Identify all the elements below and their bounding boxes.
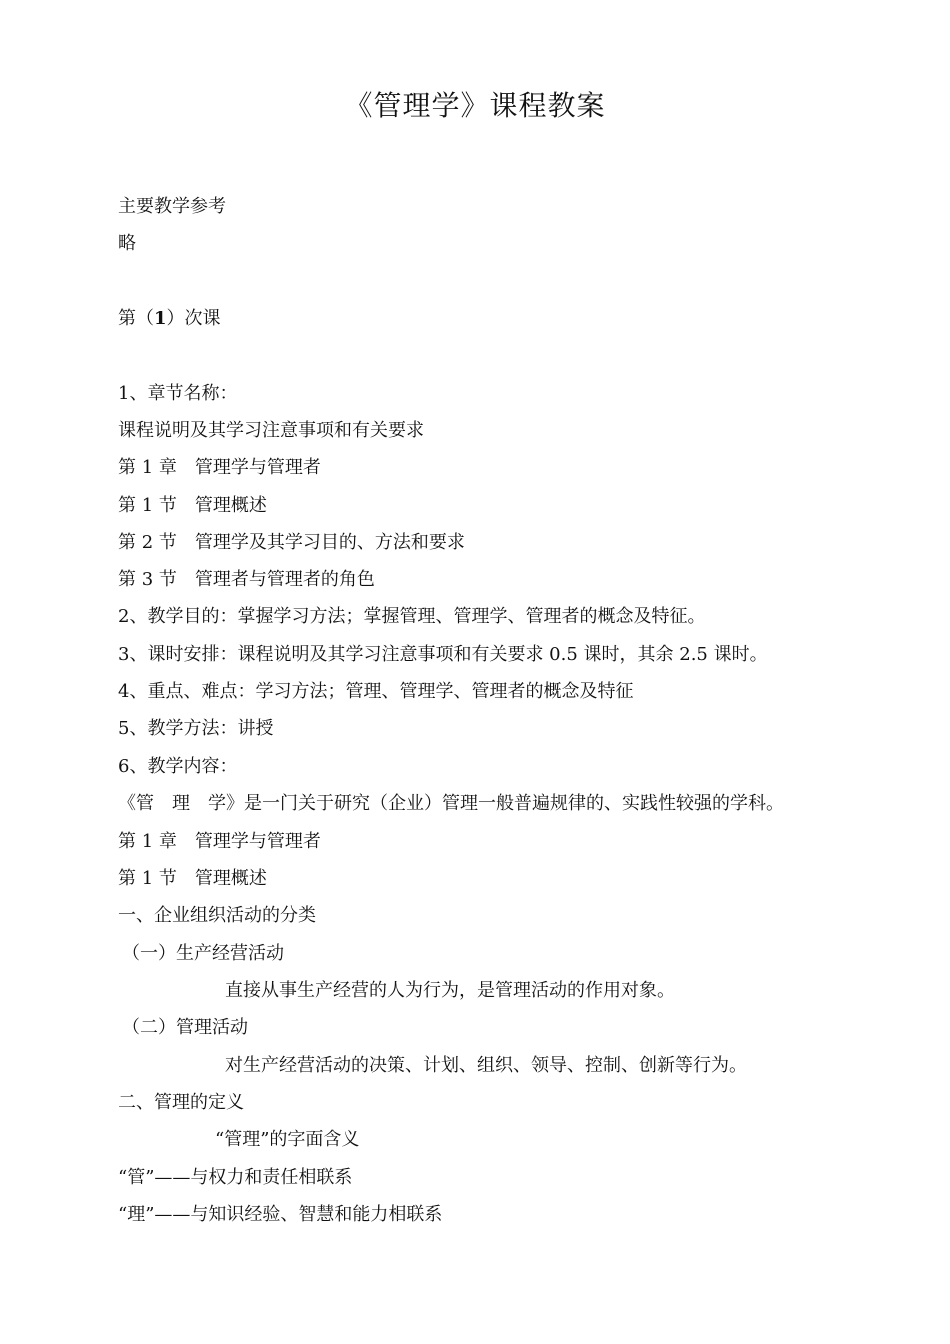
section-3-line: 第 3 节 管理者与管理者的角色	[118, 569, 375, 590]
guan-meaning-line: “管”——与权力和责任相联系	[118, 1167, 353, 1188]
chapter-1-line: 第 1 章 管理学与管理者	[118, 457, 321, 478]
key-points-line: 4、重点、难点：学习方法；管理、管理学、管理者的概念及特征	[118, 681, 634, 702]
li-meaning-line: “理”——与知识经验、智慧和能力相联系	[118, 1204, 443, 1225]
lesson-prefix: 第（	[118, 308, 154, 329]
section-1-line: 第 1 节 管理概述	[118, 495, 267, 516]
section-2-line: 第 2 节 管理学及其学习目的、方法和要求	[118, 532, 465, 553]
teaching-method-line: 5、教学方法：讲授	[118, 718, 274, 739]
schedule-line: 3、课时安排：课程说明及其学习注意事项和有关要求 0.5 课时，其余 2.5 课时。	[118, 644, 768, 665]
production-activity-description: 直接从事生产经营的人为行为，是管理活动的作用对象。	[225, 980, 675, 1001]
activity-classification-heading: 一、企业组织活动的分类	[118, 905, 316, 926]
document-title: 《管理学》课程教案	[344, 89, 606, 122]
management-activity-description: 对生产经营活动的决策、计划、组织、领导、控制、创新等行为。	[225, 1055, 747, 1076]
course-description-line: 《管 理 学》是一门关于研究（企业）管理一般普遍规律的、实践性较强的学科。	[118, 793, 784, 814]
lesson-number: 1	[154, 308, 167, 329]
management-activity-heading: （二）管理活动	[122, 1017, 248, 1038]
literal-meaning-line: “管理”的字面含义	[215, 1129, 360, 1150]
teaching-goal-line: 2、教学目的：掌握学习方法；掌握管理、管理学、管理者的概念及特征。	[118, 606, 706, 627]
course-intro-line: 课程说明及其学习注意事项和有关要求	[118, 420, 424, 441]
reference-heading: 主要教学参考	[118, 196, 226, 217]
teaching-content-label: 6、教学内容：	[118, 756, 238, 777]
lesson-number-line	[118, 306, 221, 332]
reference-value: 略	[118, 233, 136, 254]
management-definition-heading: 二、管理的定义	[118, 1092, 244, 1113]
lesson-suffix: ）次课	[166, 308, 221, 329]
chapter-name-label: 1、章节名称：	[118, 383, 238, 404]
content-chapter-1-line: 第 1 章 管理学与管理者	[118, 831, 321, 852]
content-section-1-line: 第 1 节 管理概述	[118, 868, 267, 889]
production-activity-heading: （一）生产经营活动	[122, 943, 284, 964]
